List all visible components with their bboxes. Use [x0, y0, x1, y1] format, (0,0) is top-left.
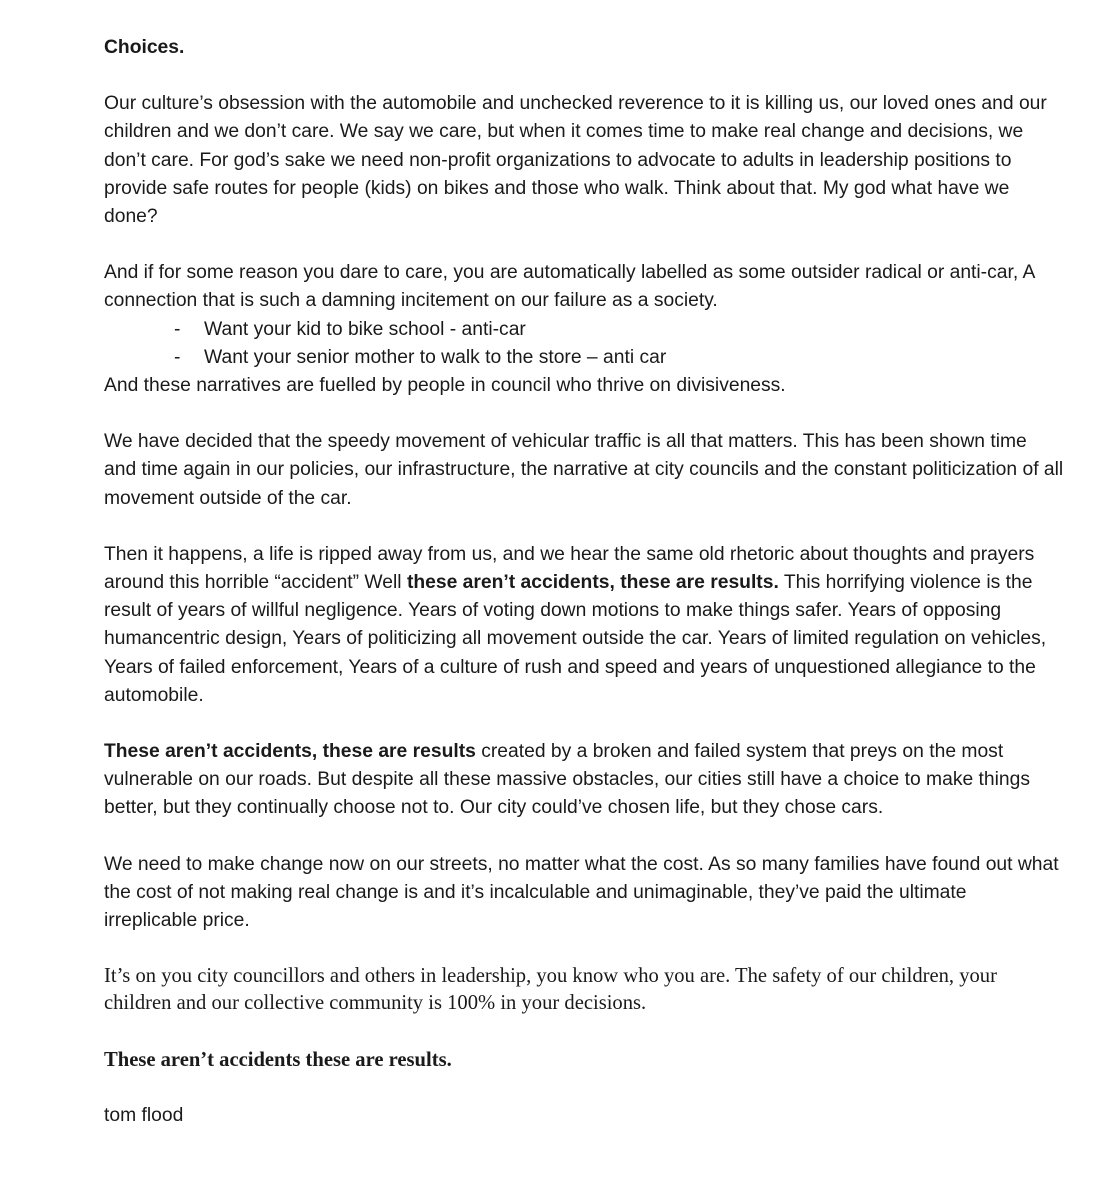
paragraph-6-body: created by a broken and failed system that preys on the most vulnerable on our roads. But despite all these massive obstacles, our cities still have a choice to make things better, but they continually choose not to. Our city could’ve chosen life, but they chose cars. [104, 741, 1030, 819]
paragraph-2: And if for some reason you dare to care, you are automatically labelled as some outsider radical or anti-car, A connection that is such a damning incitement on our failure as a society. [104, 262, 1035, 312]
document-body [104, 34, 1064, 1130]
paragraph-5-body: This horrifying violence is the result of years of willful negligence. Years of voting down motions to make things safer. Years of opposing humancentric design, Years of politicizing all movement outside the car. Years of limited regulation on vehicles, Years of failed enforcement, Years of a culture of rush and speed and years of unquestioned allegiance to the automobile. [104, 572, 1047, 706]
paragraph-6-emphasis: These aren’t accidents, these are results [104, 741, 476, 763]
list-item [104, 344, 1064, 372]
paragraph-1: Our culture’s obsession with the automobile and unchecked reverence to it is killing us, our loved ones and our children and we don’t care. We say we care, but when it comes time to make real change and decisions, we don’t care. For god’s sake we need non-profit organizations to advocate to adults in leadership positions to provide safe routes for people (kids) on bikes and those who walk. Think about that. My god what have we done? [104, 93, 1047, 228]
dash-list [104, 316, 1064, 372]
paragraph-6 [104, 738, 1064, 823]
closing-statement: These aren’t accidents these are results. [104, 1049, 452, 1072]
paragraph-7: We need to make change now on our streets, no matter what the cost. As so many families have found out what the cost of not making real change is and it’s incalculable and unimaginable, they’ve paid the ultimate irreplicable price. [104, 853, 1059, 932]
document-title: Choices. [104, 37, 185, 58]
paragraph-5 [104, 541, 1064, 710]
paragraph-5-intro: Then it happens, a life is ripped away from us, and we hear the same old rhetoric about thoughts and prayers around this horrible “accident” Well [104, 543, 1035, 594]
list-item-text: Want your kid to bike school - anti-car [204, 318, 526, 340]
paragraph-3: And these narratives are fuelled by people in council who thrive on divisiveness. [104, 375, 786, 397]
dash-bullet: - [174, 346, 181, 368]
signature: tom flood [104, 1105, 184, 1127]
paragraph-5-emphasis: these aren’t accidents, these are results. [406, 572, 779, 594]
dash-bullet: - [174, 318, 181, 340]
list-item-text: Want your senior mother to walk to the store – anti car [204, 346, 667, 368]
paragraph-4: We have decided that the speedy movement of vehicular traffic is all that matters. This has been shown time and time again in our policies, our infrastructure, the narrative at city councils and the constant politicization of all movement outside of the car. [104, 431, 1064, 509]
paragraph-8: It’s on you city councillors and others in leadership, you know who you are. The safety of our children, your children and our collective community is 100% in your decisions. [104, 965, 997, 1015]
list-item [104, 316, 1064, 344]
